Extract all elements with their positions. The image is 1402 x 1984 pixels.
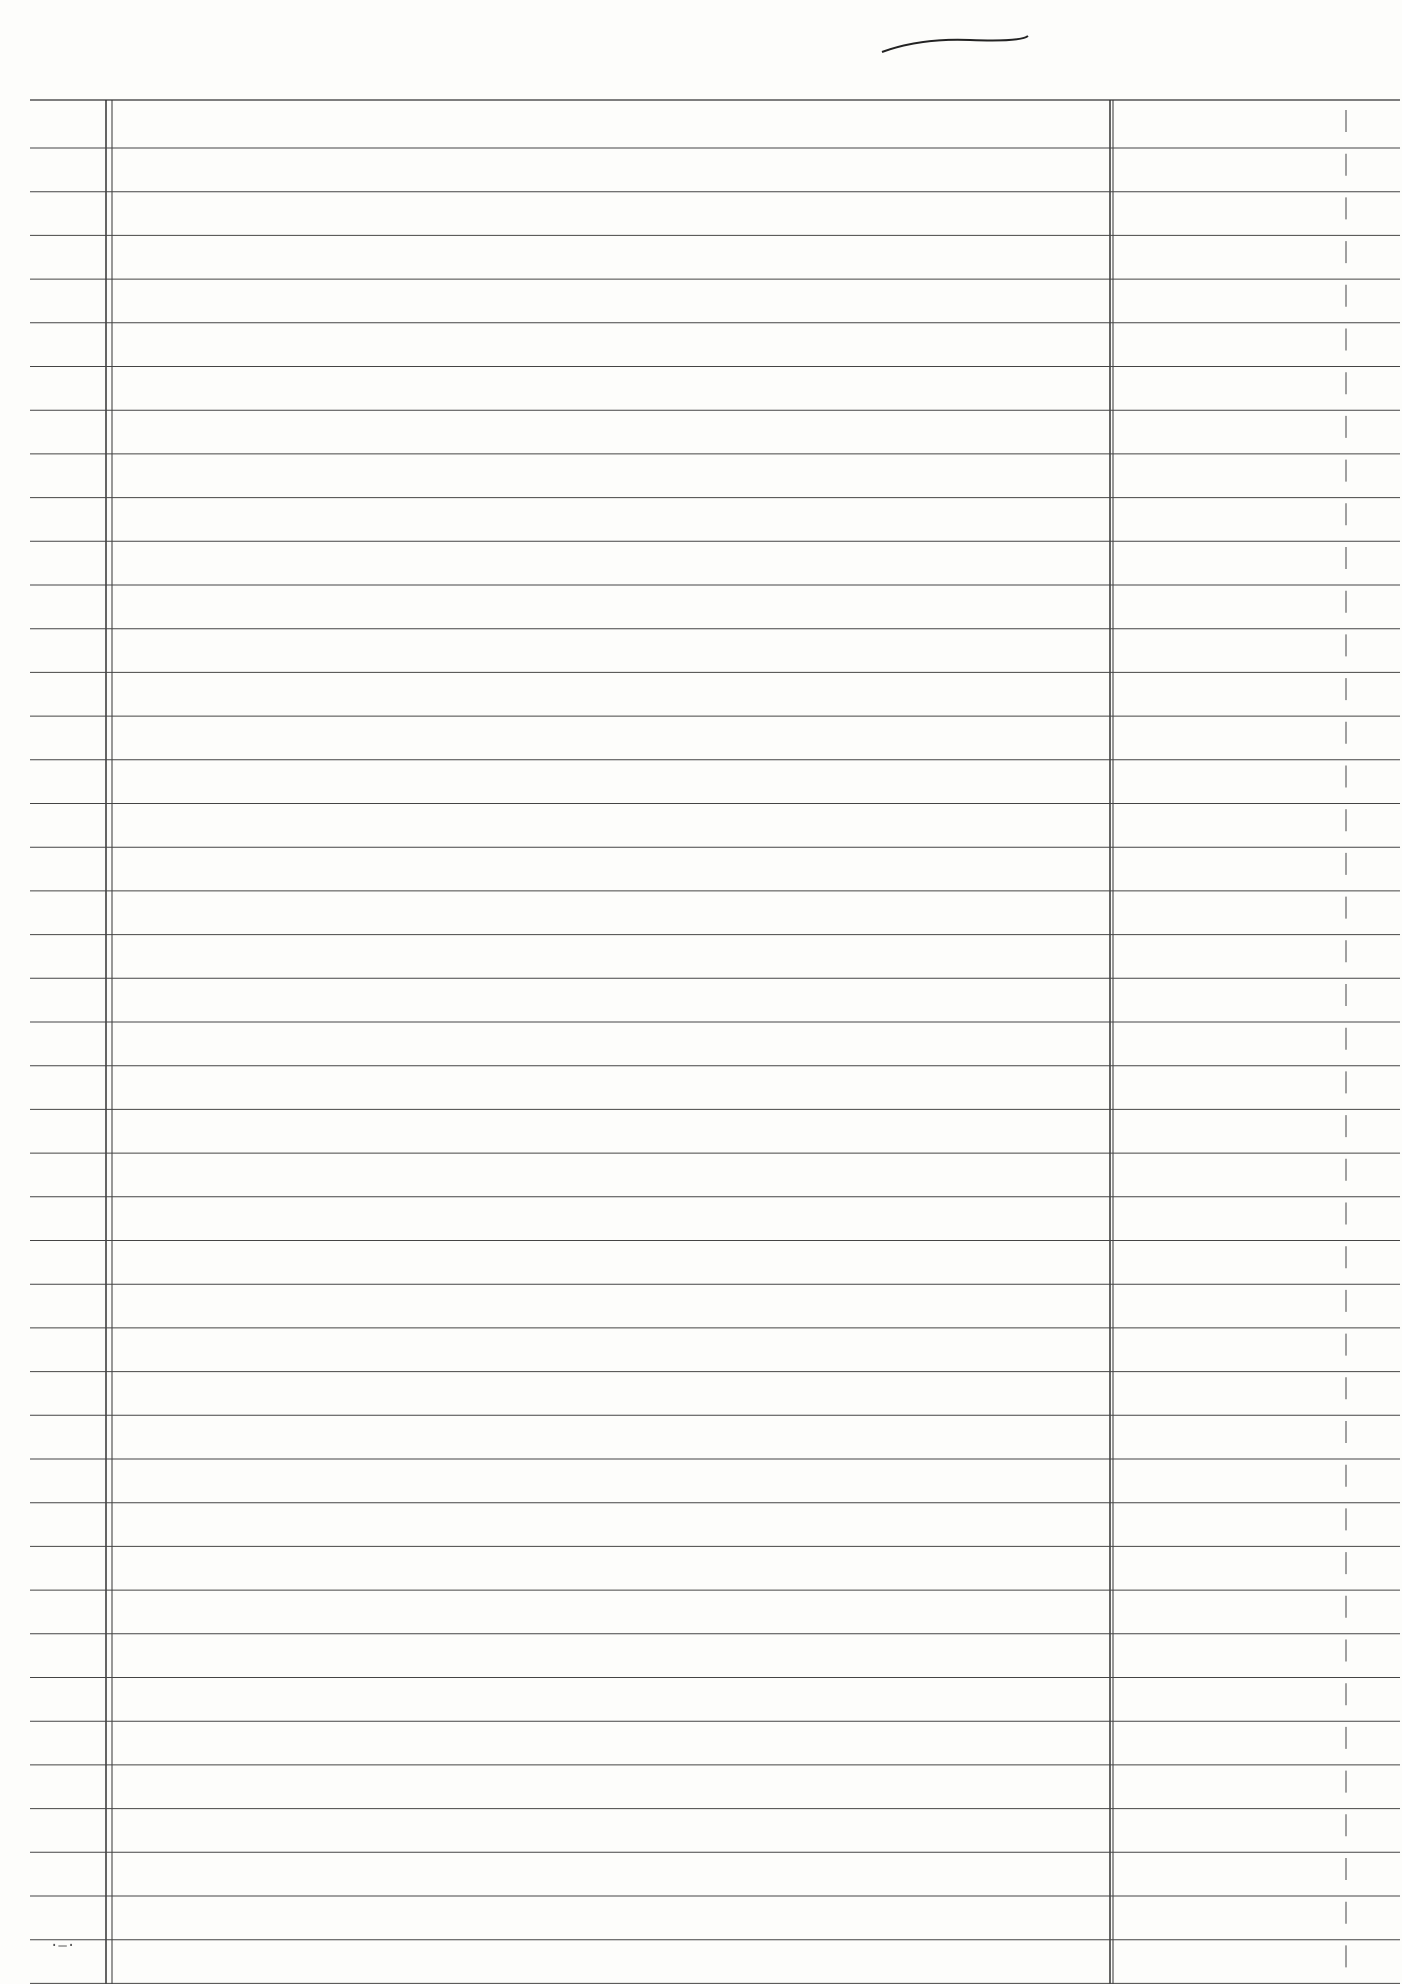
margin-note	[1118, 1768, 1388, 1958]
page-edge-mark: ·—·	[50, 1938, 76, 1954]
handwritten-text	[118, 118, 1110, 1948]
